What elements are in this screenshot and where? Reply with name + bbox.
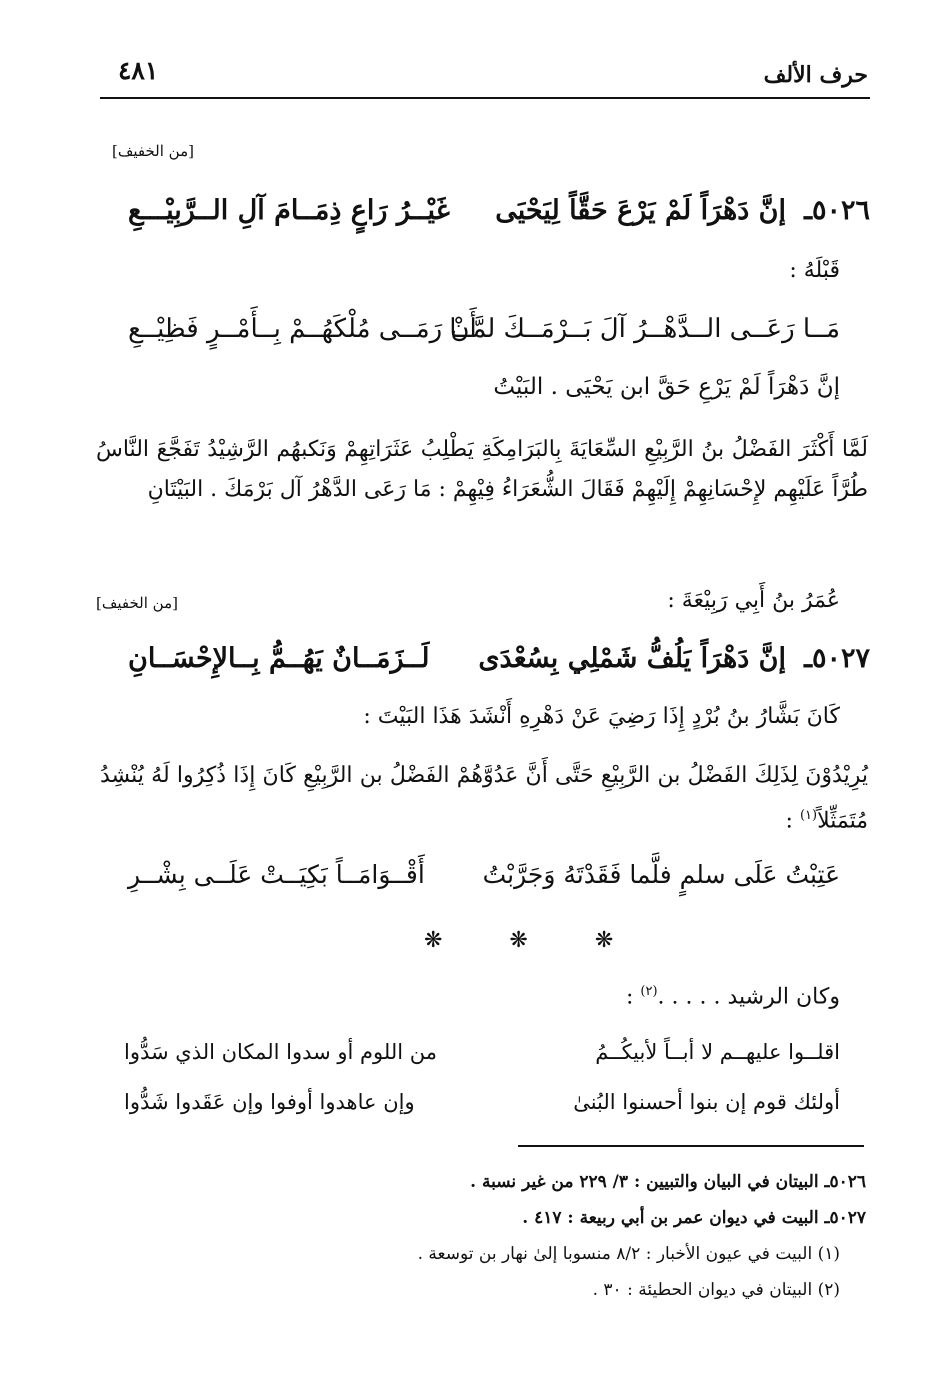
verse-hemistich: أَقْــوَامَــاً بَكِيَــتْ عَلَــى بِشْــرِ	[128, 860, 425, 889]
footnote: (٢) البيتان في ديوان الحطيئة : ٣٠ .	[592, 1280, 840, 1300]
verse-hemistich: لَــزَمَــانٌ يَهُــمُّ بِــالإِحْسَــانِ	[128, 643, 430, 674]
verse-hemistich: من اللوم أو سدوا المكان الذي سَدُّوا	[124, 1040, 437, 1064]
verse-hemistich: أَنْ رَمَــى مُلْكَهُــمْ بِــأَمْــرٍ فَظِيْــعِ	[128, 314, 477, 344]
commentary-text: يُرِيْدُوْنَ لِذَلِكَ الفَضْلُ بن الرَّبِيْعِ حَتَّى أَنَّ عَدُوَّهُمْ الفَضْلُ بن الرَّبِيْعِ كَانَ إِذَا ذُكِرُوا لَهُ يُنْشِدُ مُتَمَثِّلاً	[100, 763, 868, 834]
verse-hemistich: وإن عاهدوا أوفوا وإن عَقَدوا شَدُّوا	[124, 1090, 415, 1114]
verse-hemistich: غَيْــرُ رَاعٍ ذِمَــامَ آلِ الــرَّبِيْـــعِ	[128, 195, 450, 226]
footnote: (١) البيت في عيون الأخبار : ٨/٢ منسوبا إلىٰ نهار بن توسعة .	[417, 1244, 840, 1264]
footnote: ٥٠٢٧ـ البيت في ديوان عمر بن أبي ربيعة : ٤١٧ .	[522, 1208, 866, 1228]
verse-hemistich: اقلــوا عليهــم لا أبــاً لأبيكُــمُ	[595, 1040, 840, 1064]
verse-hemistich: عَتِبْتُ عَلَى سلمٍ فلَّما فَقَدْتَهُ وَجَرَّبْتُ	[482, 860, 840, 889]
colon: :	[785, 808, 793, 834]
verse-hemistich: أولئك قوم إن بنوا أحسنوا البُنىٰ	[573, 1090, 840, 1114]
entry-number: ٥٠٢٦ـ	[804, 195, 870, 226]
commentary-line: كَانَ بَشَّارُ بنُ بُرْدٍ إِذَا رَضِيَ عَنْ دَهْرِهِ أَنْشَدَ هَذَا البَيْتَ :	[363, 704, 840, 729]
meter-label: [من الخفيف]	[96, 594, 178, 612]
footnote-rule	[518, 1145, 864, 1147]
verse-continuation: إنَّ دَهْرَاً لَمْ يَرْعِ حَقَّ ابن يَحْيَى . البَيْتُ	[493, 374, 840, 400]
footnote: ٥٠٢٦ـ البيتان في البيان والتبيين : ٣/ ٢٢٩ من غير نسبة .	[470, 1172, 866, 1192]
section-separator: ❋ ❋ ❋	[424, 928, 644, 953]
meter-label: [من الخفيف]	[112, 142, 194, 160]
entry-number: ٥٠٢٧ـ	[804, 643, 870, 674]
before-label: قَبْلَهُ :	[789, 258, 840, 283]
verse-hemistich: إنَّ دَهْرَاً يَلُفُّ شَمْلِي بِسُعْدَى	[478, 643, 786, 674]
footnote-ref: (١)	[799, 808, 818, 823]
poet-name: عُمَرُ بنُ أَبِي رَبِيْعَةَ :	[667, 588, 840, 613]
footnote-ref: (٢)	[640, 984, 658, 999]
commentary-paragraph: لَمَّا أَكْثَرَ الفَضْلُ بنُ الرَّبِيْعِ السِّعَايَةَ بِالبَرَامِكَةِ يَطْلِبُ عَثَرَاتِهِمْ وَنَكبهُم الرَّشِيْدُ تَفَجَّعَ النَّاسُ طُرَّاً عَلَيْهِم لإِحْسَانِهِمْ إِلَيْهِمْ فَقَالَ الشُّعَرَاءُ فِيْهِمْ : مَا رَعَى الدَّهْرُ آل بَرْمَكَ . البَيْتَانِ	[96, 437, 868, 502]
page-number: ٤٨١	[118, 56, 159, 85]
header-rule	[100, 97, 870, 99]
commentary-paragraph	[100, 756, 868, 841]
intro-text: وكان الرشيد . . . . .	[657, 984, 840, 1010]
verse-hemistich: إنَّ دَهْرَاً لَمْ يَرْعَ حَقَّاً لِيَحْيَى	[495, 195, 786, 226]
running-header-title: حرف الألف	[763, 62, 868, 88]
verse-hemistich: مَــا رَعَــى الــدَّهْــرُ آلَ بَــرْمَــكَ لمَّــا	[449, 314, 840, 344]
section-intro	[626, 984, 840, 1009]
colon: :	[625, 984, 634, 1010]
